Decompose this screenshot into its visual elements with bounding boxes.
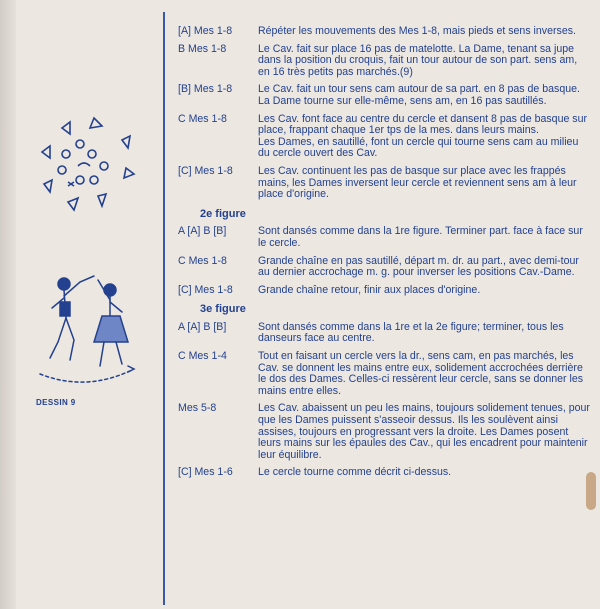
instruction-paragraph: Les Dames, en sautillé, font un cercle qui tourne sens cam au milieu du cercle ouvert des Cav. [258,135,579,160]
page-binding-edge [0,0,16,609]
instruction-paragraph: Les Cav. continuent les pas de basque sur place avec les frappés mains, les Dames inversent leur cercle et reviennent sens am à leur place d'origine. [258,164,577,201]
instruction-paragraph: Le Cav. fait sur place 16 pas de matelotte. La Dame, tenant sa jupe dans la position du croquis, fait un tour autour de son part. sens am, en 16 très petits pas marchés.(9) [258,42,578,78]
instruction-paragraph: Sont dansés comme dans la 1re figure. Terminer part. face à face sur le cercle. [258,225,583,249]
instruction-entry [178,256,590,279]
instruction-paragraph: Répéter les mouvements des Mes 1-8, mais pieds et sens inverses. [258,25,576,37]
figure-3-entries [178,322,590,479]
instruction-text [258,403,590,461]
instruction-entry [178,467,590,479]
illustration-caption: DESSIN 9 [36,398,76,407]
measure-label: [A] Mes 1-8 [178,25,233,37]
instruction-entry [178,44,590,79]
instruction-text [258,256,590,279]
instruction-text [258,44,590,79]
figure-2-entries [178,226,590,296]
measure-label: B Mes 1-8 [178,42,227,55]
measure-label: [B] Mes 1-8 [178,83,233,96]
instruction-entry [178,285,590,297]
instruction-text [258,114,590,160]
instruction-entry [178,84,590,107]
measure-label: [C] Mes 1-8 [178,164,233,177]
figure-1-entries [178,26,590,201]
instruction-entry [178,26,590,38]
paper-stain [586,472,596,510]
dancers-illustration [36,262,136,392]
figure-2-heading: 2e figure [200,207,246,220]
circle-formation-diagram [32,110,142,220]
instruction-entry [178,322,590,345]
instruction-text [258,84,590,107]
instruction-paragraph: Les Cav. abaissent un peu les mains, toujours solidement tenues, pour que les Dames puissent s'asseoir dessus. Ils les soulèvent ainsi assises, toujours en progressant vers la droite. Les Dames posent leurs mains sur les épaules des Cav., qui les encadrent pour maintenir leur équilibre. [258,402,590,461]
measure-label: C Mes 1-8 [178,254,227,267]
instruction-paragraph: Grande chaîne retour, finir aux places d'origine. [258,283,481,296]
instruction-text [258,226,590,249]
instruction-paragraph: Les Cav. font face au centre du cercle et dansent 8 pas de basque sur place, frappant chaque 1er tps de la mes. dans leurs mains. [258,112,588,137]
measure-label: C Mes 1-8 [178,112,227,125]
column-divider [163,12,165,605]
instruction-paragraph: Grande chaîne en pas sautillé, départ m. dr. au part., avec demi-tour au dernier accrochage m. g. pour inverser les positions Cav.-Dame. [258,254,579,279]
instruction-text [258,351,590,397]
instruction-paragraph: Le cercle tourne comme décrit ci-dessus. [258,466,452,479]
instruction-entry [178,403,590,461]
instruction-text [258,467,590,479]
instruction-entry [178,166,590,201]
measure-label: Mes 5-8 [178,402,217,415]
dance-instructions [178,26,590,485]
measure-label: [C] Mes 1-6 [178,466,233,479]
measure-label: A [A] B [B] [178,225,227,238]
instruction-text [258,26,590,38]
instruction-entry [178,114,590,160]
instruction-paragraph: Le Cav. fait un tour sens cam autour de sa part. en 8 pas de basque. La Dame tourne sur elle-même, sens am, en 16 pas sautillés. [258,83,580,107]
instruction-text [258,285,590,297]
figure-3-heading: 3e figure [200,303,246,316]
instruction-text [258,166,590,201]
instruction-paragraph: Tout en faisant un cercle vers la dr., sens cam, en pas marchés, les Cav. se donnent les mains entre eux, solidement accrochées derrière le dos des Dames. Celles-ci ressèrent leur cercle, sans se donner les mains entre elles. [258,350,584,397]
measure-label: [C] Mes 1-8 [178,283,233,296]
instruction-entry [178,351,590,397]
measure-label: C Mes 1-4 [178,350,227,363]
instruction-text [258,322,590,345]
instruction-entry [178,226,590,249]
measure-label: A [A] B [B] [178,320,227,333]
instruction-paragraph: Sont dansés comme dans la 1re et la 2e figure; terminer, tous les danseurs face au centre. [258,320,564,345]
